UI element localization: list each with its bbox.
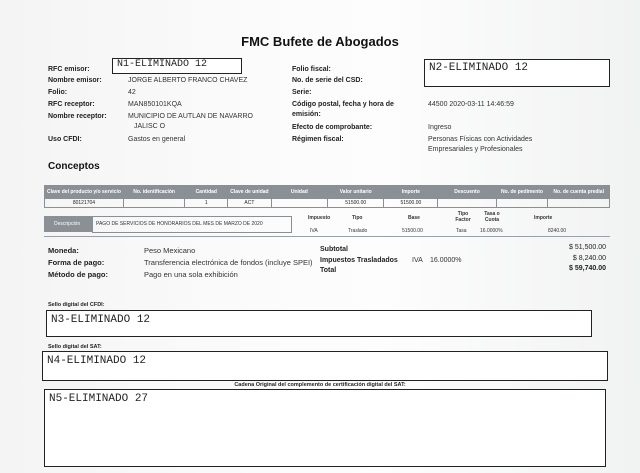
codigo-postal-label-1: Código postal, fecha y hora de [292, 101, 394, 108]
imp-header-importe: Importe [534, 215, 553, 221]
imp-cell-tasa-cuota: 16.0000% [480, 228, 503, 234]
nombre-emisor-label: Nombre emisor: [48, 77, 102, 84]
serie-csd-label: No. de serie del CSD: [292, 77, 363, 84]
sello-sat-label: Sello digital del SAT: [48, 344, 102, 350]
folio-fiscal-redaction: N2-ELIMINADO 12 [424, 59, 610, 87]
regimen-value-1: Personas Físicas con Actividades [428, 136, 533, 143]
subtotal-label: Subtotal [320, 246, 348, 253]
rfc-emisor-label: RFC emisor: [48, 66, 90, 73]
uso-cfdi-value: Gastos en general [128, 136, 186, 143]
codigo-postal-label-2: emisión: [292, 111, 321, 118]
conceptos-heading: Conceptos [48, 161, 100, 172]
header-importe: Importe [384, 186, 438, 199]
impuestos-value: $ 8,240.00 [572, 255, 606, 262]
forma-pago-label: Forma de pago: [48, 258, 105, 267]
folio-fiscal-label: Folio fiscal: [292, 66, 331, 73]
cell-no-cuenta-predial [548, 199, 610, 208]
cell-clave-producto: 80121704 [45, 199, 124, 208]
descripcion-value: PAGO DE SERVICIOS DE HONORARIOS DEL MES DE MARZO DE 2020 [96, 221, 263, 227]
efecto-value: Ingreso [428, 124, 452, 131]
sello-cfdi-label: Sello digital del CFDI: [48, 302, 105, 308]
conceptos-row [45, 199, 610, 208]
impuestos-tasa: 16.0000% [430, 257, 462, 264]
imp-cell-impuesto: IVA [310, 228, 318, 234]
moneda-value: Peso Mexicano [144, 246, 196, 255]
header-descuento: Descuento [438, 186, 496, 199]
regimen-value-2: Empresariales y Profesionales [428, 146, 523, 153]
header-valor-unitario: Valor unitario [328, 186, 384, 199]
header-clave-producto: Clave del producto y/o servicio [45, 186, 124, 199]
serie-label: Serie: [292, 89, 312, 96]
codigo-postal-value: 44500 2020-03-11 14:46:59 [428, 101, 514, 108]
folio-value: 42 [128, 89, 136, 96]
rfc-receptor-label: RFC receptor: [48, 101, 95, 108]
folio-label: Folio: [48, 89, 68, 96]
forma-pago-value: Transferencia electrónica de fondos (incluye SPEI) [144, 258, 313, 267]
conceptos-divider [44, 236, 610, 237]
efecto-label: Efecto de comprobante: [292, 124, 373, 131]
header-no-identificacion: No. identificación [123, 186, 184, 199]
rfc-receptor-value: MAN850101KQA [128, 101, 182, 108]
cell-unidad [271, 199, 328, 208]
header-unidad: Unidad [271, 186, 328, 199]
cadena-original-redaction: N5-ELIMINADO 27 [44, 389, 606, 467]
cadena-original-label: Cadena Original del complemento de certificación digital del SAT: [234, 382, 406, 388]
sello-cfdi-redaction: N3-ELIMINADO 12 [46, 310, 592, 337]
moneda-label: Moneda: [48, 246, 79, 255]
header-no-cuenta-predial: No. de cuenta predial [548, 186, 610, 199]
header-no-pedimento: No. de pedimento [496, 186, 548, 199]
imp-cell-tipo: Traslado [348, 228, 368, 234]
cell-importe: 51500.00 [384, 199, 438, 208]
page-title: FMC Bufete de Abogados [241, 34, 399, 49]
cell-valor-unitario: 51500.00 [328, 199, 384, 208]
subtotal-value: $ 51,500.00 [569, 244, 606, 251]
nombre-receptor-label: Nombre receptor: [48, 113, 107, 120]
cell-no-identificacion [123, 199, 184, 208]
imp-cell-importe: 8240.00 [548, 228, 567, 234]
imp-cell-base: 51500.00 [402, 228, 423, 234]
imp-header-tasa-cuota: Tasa o Cuota [484, 211, 500, 223]
uso-cfdi-label: Uso CFDI: [48, 136, 82, 143]
cell-clave-unidad: ACT [228, 199, 271, 208]
cell-no-pedimento [496, 199, 548, 208]
header-cantidad: Cantidad [185, 186, 228, 199]
cell-cantidad: 1 [185, 199, 228, 208]
impuestos-tipo: IVA [412, 257, 423, 264]
metodo-pago-value: Pago en una sola exhibición [144, 270, 238, 279]
regimen-label: Régimen fiscal: [292, 136, 344, 143]
descripcion-label: Descripción [54, 221, 81, 227]
cell-descuento [438, 199, 496, 208]
imp-header-tipo-factor: Tipo Factor [455, 211, 471, 223]
metodo-pago-label: Método de pago: [48, 270, 108, 279]
total-value: $ 59,740.00 [569, 265, 606, 272]
nombre-emisor-value: JORGE ALBERTO FRANCO CHAVEZ [128, 77, 248, 84]
imp-header-base: Base [408, 215, 420, 221]
total-label: Total [320, 267, 337, 274]
header-clave-unidad: Clave de unidad [228, 186, 271, 199]
rfc-emisor-redaction: N1-ELIMINADO 12 [112, 58, 242, 74]
nombre-receptor-value-2: JALISC O [134, 123, 166, 130]
impuestos-trasladados-label: Impuestos Trasladados [320, 257, 398, 264]
imp-header-impuesto: Impuesto [308, 215, 331, 221]
sello-sat-redaction: N4-ELIMINADO 12 [42, 351, 608, 381]
imp-header-tipo: Tipo [352, 215, 363, 221]
conceptos-header-row [45, 186, 610, 199]
conceptos-table [44, 185, 610, 208]
imp-cell-tipo-factor: Tasa [456, 228, 467, 234]
nombre-receptor-value-1: MUNICIPIO DE AUTLAN DE NAVARRO [128, 113, 253, 120]
